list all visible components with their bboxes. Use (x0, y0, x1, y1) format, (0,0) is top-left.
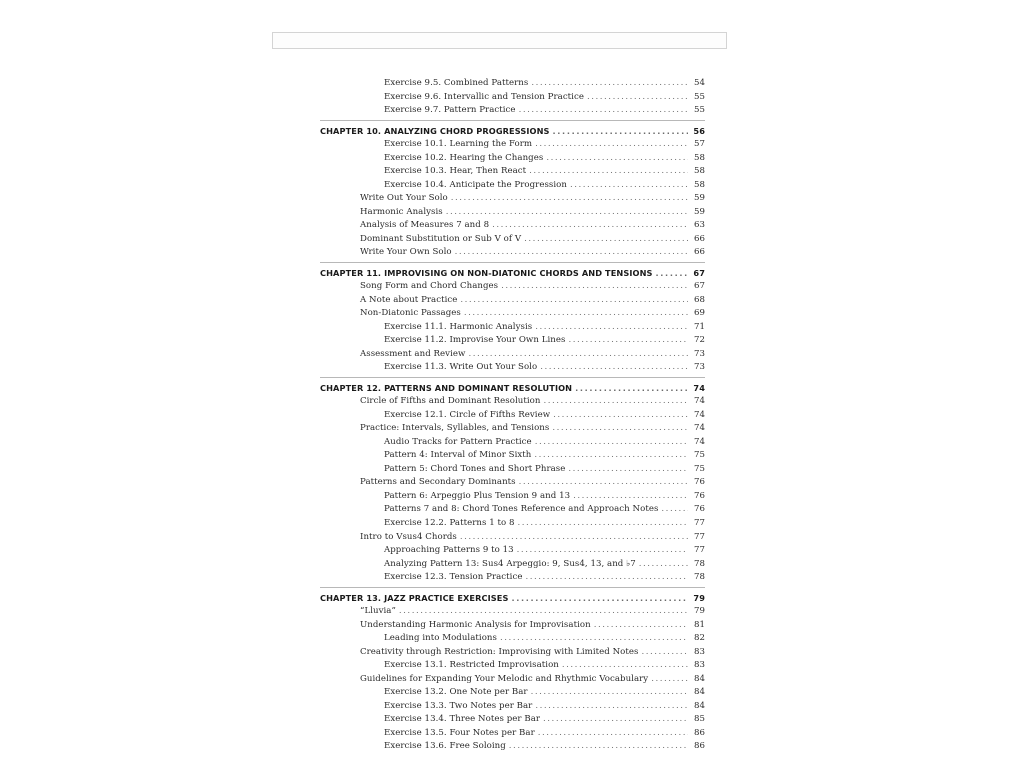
toc-page-number: 67 (693, 267, 705, 278)
dot-leader (546, 152, 688, 166)
dot-leader (531, 77, 688, 91)
dot-leader (511, 592, 688, 606)
toc-page-number: 58 (693, 152, 705, 163)
dot-leader (519, 476, 688, 490)
toc-page-number: 59 (693, 206, 705, 217)
dot-leader (535, 138, 688, 152)
toc-page-number: 66 (693, 233, 705, 244)
toc-page-number: 82 (693, 633, 705, 644)
dot-leader (455, 246, 688, 260)
toc-section-entry[interactable] (320, 307, 705, 321)
toc-entry-title: Exercise 9.6. Intervallic and Tension Practice (384, 91, 584, 102)
toc-page-number: 69 (693, 308, 705, 319)
toc-entry-title: Leading into Modulations (384, 633, 497, 644)
toc-section-entry[interactable] (320, 246, 705, 260)
toc-page-number: 77 (693, 531, 705, 542)
toc-entry-title: Exercise 13.6. Free Soloing (384, 741, 506, 752)
toc-entry-title: Analysis of Measures 7 and 8 (360, 220, 490, 231)
toc-entry-title: CHAPTER 11. IMPROVISING ON NON-DIATONIC CHORDS AND TENSIONS (320, 267, 653, 278)
toc-page-number: 76 (693, 504, 705, 515)
dot-leader (575, 382, 688, 396)
toc-subsection-entry[interactable] (320, 700, 705, 714)
toc-page-number: 58 (693, 166, 705, 177)
toc-entry-title: Patterns and Secondary Dominants (360, 477, 516, 488)
toc-section-entry[interactable] (320, 422, 705, 436)
chapter-divider (320, 377, 705, 378)
dot-leader (519, 104, 688, 118)
dot-leader (639, 558, 688, 572)
toc-chapter-heading[interactable] (320, 267, 705, 281)
toc-page-number: 84 (693, 700, 705, 711)
toc-section-entry[interactable] (320, 605, 705, 619)
toc-page-number: 81 (693, 619, 705, 630)
toc-entry-title: Dominant Substitution or Sub V of V (360, 233, 522, 244)
toc-section-entry[interactable] (320, 233, 705, 247)
toc-section-entry[interactable] (320, 219, 705, 233)
toc-entry-title: Exercise 12.3. Tension Practice (384, 572, 523, 583)
toc-section-entry[interactable] (320, 294, 705, 308)
toc-entry-title: Exercise 10.1. Learning the Form (384, 139, 533, 150)
dot-leader (642, 646, 689, 660)
dot-leader (553, 409, 688, 423)
toc-subsection-entry[interactable] (320, 77, 705, 91)
toc-page-number: 83 (693, 660, 705, 671)
toc-section-entry[interactable] (320, 646, 705, 660)
dot-leader (468, 348, 688, 362)
toc-subsection-entry[interactable] (320, 740, 705, 754)
dot-leader (500, 632, 688, 646)
toc-subsection-entry[interactable] (320, 334, 705, 348)
toc-page-number: 77 (693, 545, 705, 556)
toc-subsection-entry[interactable] (320, 727, 705, 741)
dot-leader (543, 713, 688, 727)
dot-leader (651, 673, 688, 687)
toc-page-number: 55 (693, 91, 705, 102)
toc-subsection-entry[interactable] (320, 503, 705, 517)
toc-entry-title: Pattern 5: Chord Tones and Short Phrase (384, 463, 566, 474)
toc-section-entry[interactable] (320, 206, 705, 220)
toc-page-number: 76 (693, 490, 705, 501)
toc-page-number: 79 (693, 592, 705, 603)
toc-entry-title: Patterns 7 and 8: Chord Tones Reference and Approach Notes (384, 504, 659, 515)
toc-page-number: 84 (693, 687, 705, 698)
toc-entry-title: Understanding Harmonic Analysis for Improvisation (360, 619, 591, 630)
dot-leader (529, 165, 688, 179)
toc-page-number: 78 (693, 572, 705, 583)
toc-entry-title: Exercise 13.4. Three Notes per Bar (384, 714, 541, 725)
toc-subsection-entry[interactable] (320, 686, 705, 700)
toc-entry-title: Assessment and Review (360, 348, 466, 359)
toc-page-number: 84 (693, 673, 705, 684)
dot-leader (661, 503, 688, 517)
toc-subsection-entry[interactable] (320, 152, 705, 166)
toc-page-number: 74 (693, 436, 705, 447)
chapter-divider (320, 262, 705, 263)
dot-leader (501, 280, 688, 294)
toc-entry-title: Audio Tracks for Pattern Practice (384, 436, 532, 447)
toc-subsection-entry[interactable] (320, 463, 705, 477)
dot-leader (492, 219, 688, 233)
toc-subsection-entry[interactable] (320, 179, 705, 193)
toc-page-number: 71 (693, 321, 705, 332)
toc-page-number: 78 (693, 558, 705, 569)
dot-leader (535, 436, 688, 450)
toc-page-number: 83 (693, 646, 705, 657)
toc-page-number: 63 (693, 220, 705, 231)
dot-leader (460, 294, 688, 308)
toc-entry-title: Exercise 9.5. Combined Patterns (384, 78, 529, 88)
toc-entry-title: Exercise 10.3. Hear, Then React (384, 166, 527, 177)
dot-leader (517, 544, 688, 558)
toc-page-number: 66 (693, 247, 705, 258)
dot-leader (562, 659, 688, 673)
toc-page-number: 59 (693, 193, 705, 204)
toc-entry-title: Exercise 11.2. Improvise Your Own Lines (384, 335, 566, 346)
toc-page-number: 68 (693, 294, 705, 305)
dot-leader (540, 361, 688, 375)
dot-leader (399, 605, 688, 619)
toc-entry-title: Exercise 12.2. Patterns 1 to 8 (384, 517, 515, 528)
toc-subsection-entry[interactable] (320, 544, 705, 558)
toc-entry-title: Pattern 4: Interval of Minor Sixth (384, 450, 532, 461)
toc-page-number: 77 (693, 517, 705, 528)
dot-leader (464, 307, 688, 321)
toc-entry-title: Exercise 13.2. One Note per Bar (384, 687, 528, 698)
toc-entry-title: Circle of Fifths and Dominant Resolution (360, 396, 541, 407)
toc-section-entry[interactable] (320, 619, 705, 633)
toc-subsection-entry[interactable] (320, 449, 705, 463)
toc-entry-title: “Lluvia” (360, 606, 396, 617)
toc-subsection-entry[interactable] (320, 104, 705, 118)
toc-entry-title: Exercise 11.3. Write Out Your Solo (384, 362, 538, 373)
toc-entry-title: Exercise 10.4. Anticipate the Progression (384, 179, 567, 190)
toc-entry-title: Creativity through Restriction: Improvising with Limited Notes (360, 646, 639, 657)
toc-page-number: 74 (693, 409, 705, 420)
toc-page-number: 86 (693, 741, 705, 752)
dot-leader (535, 700, 688, 714)
toc-page-number: 75 (693, 463, 705, 474)
dot-leader (451, 192, 688, 206)
toc-page-number: 74 (693, 382, 705, 393)
toc-subsection-entry[interactable] (320, 632, 705, 646)
dot-leader (552, 422, 688, 436)
toc-entry-title: Exercise 9.7. Pattern Practice (384, 105, 516, 116)
toc-entry-title: Exercise 13.5. Four Notes per Bar (384, 727, 535, 738)
table-of-contents (320, 77, 705, 754)
toc-subsection-entry[interactable] (320, 436, 705, 450)
dot-leader (553, 125, 688, 139)
toc-entry-title: CHAPTER 10. ANALYZING CHORD PROGRESSIONS (320, 125, 550, 136)
toc-page-number: 85 (693, 714, 705, 725)
toc-entry-title: Practice: Intervals, Syllables, and Tensions (360, 423, 550, 434)
dot-leader (534, 449, 688, 463)
dot-leader (446, 206, 688, 220)
toc-subsection-entry[interactable] (320, 571, 705, 585)
dot-leader (594, 619, 688, 633)
toc-entry-title: Harmonic Analysis (360, 206, 443, 217)
toc-page-number: 75 (693, 450, 705, 461)
toc-entry-title: A Note about Practice (360, 294, 458, 305)
toc-entry-title: Write Your Own Solo (360, 247, 452, 258)
toc-page-number: 86 (693, 727, 705, 738)
dot-leader (568, 334, 688, 348)
toc-page-number: 73 (693, 362, 705, 373)
toc-page-number: 58 (693, 179, 705, 190)
toc-subsection-entry[interactable] (320, 558, 705, 572)
toc-page-number: 73 (693, 348, 705, 359)
toc-entry-title: Pattern 6: Arpeggio Plus Tension 9 and 13 (384, 490, 571, 501)
dot-leader (525, 571, 688, 585)
toc-chapter-heading[interactable] (320, 592, 705, 606)
toc-entry-title: Exercise 12.1. Circle of Fifths Review (384, 409, 551, 420)
toc-page-number: 74 (693, 396, 705, 407)
toc-entry-title: Write Out Your Solo (360, 193, 448, 204)
dot-leader (543, 395, 688, 409)
toc-entry-title: Intro to Vsus4 Chords (360, 531, 457, 542)
toc-subsection-entry[interactable] (320, 138, 705, 152)
toc-page-number: 76 (693, 477, 705, 488)
dot-leader (587, 91, 688, 105)
toc-page-number: 56 (693, 125, 705, 136)
dot-leader (524, 233, 688, 247)
toc-section-entry[interactable] (320, 476, 705, 490)
toc-subsection-entry[interactable] (320, 490, 705, 504)
toc-entry-title: Song Form and Chord Changes (360, 281, 499, 292)
toc-page-number: 55 (693, 105, 705, 116)
dot-leader (570, 179, 688, 193)
dot-leader (568, 463, 688, 477)
dot-leader (460, 531, 688, 545)
dot-leader (531, 686, 688, 700)
toc-section-entry[interactable] (320, 395, 705, 409)
toc-entry-title: Exercise 13.1. Restricted Improvisation (384, 660, 559, 671)
toc-subsection-entry[interactable] (320, 165, 705, 179)
toc-section-entry[interactable] (320, 531, 705, 545)
toc-chapter-heading[interactable] (320, 125, 705, 139)
toc-subsection-entry[interactable] (320, 713, 705, 727)
top-search-bar (272, 32, 727, 49)
toc-page-number: 54 (693, 78, 705, 88)
toc-entry-title: Exercise 10.2. Hearing the Changes (384, 152, 544, 163)
toc-subsection-entry[interactable] (320, 517, 705, 531)
toc-subsection-entry[interactable] (320, 361, 705, 375)
toc-section-entry[interactable] (320, 280, 705, 294)
toc-entry-title: CHAPTER 13. JAZZ PRACTICE EXERCISES (320, 592, 509, 603)
toc-page-number: 79 (693, 606, 705, 617)
toc-section-entry[interactable] (320, 348, 705, 362)
toc-entry-title: Analyzing Pattern 13: Sus4 Arpeggio: 9, Sus4, 13, and ♭7 (384, 558, 636, 569)
toc-page-number: 57 (693, 139, 705, 150)
dot-leader (509, 740, 688, 754)
dot-leader (518, 517, 688, 531)
toc-section-entry[interactable] (320, 192, 705, 206)
toc-entry-title: CHAPTER 12. PATTERNS AND DOMINANT RESOLUTION (320, 382, 573, 393)
toc-page-number: 67 (693, 281, 705, 292)
toc-entry-title: Approaching Patterns 9 to 13 (384, 545, 514, 556)
toc-page-number: 72 (693, 335, 705, 346)
toc-subsection-entry[interactable] (320, 659, 705, 673)
dot-leader (535, 321, 688, 335)
toc-subsection-entry[interactable] (320, 91, 705, 105)
toc-entry-title: Exercise 11.1. Harmonic Analysis (384, 321, 533, 332)
toc-section-entry[interactable] (320, 673, 705, 687)
dot-leader (573, 490, 688, 504)
toc-entry-title: Exercise 13.3. Two Notes per Bar (384, 700, 533, 711)
dot-leader (538, 727, 688, 741)
toc-chapter-heading[interactable] (320, 382, 705, 396)
chapter-divider (320, 120, 705, 121)
toc-entry-title: Non-Diatonic Passages (360, 308, 461, 319)
toc-subsection-entry[interactable] (320, 409, 705, 423)
dot-leader (656, 267, 688, 281)
toc-subsection-entry[interactable] (320, 321, 705, 335)
chapter-divider (320, 587, 705, 588)
toc-entry-title: Guidelines for Expanding Your Melodic and Rhythmic Vocabulary (360, 673, 649, 684)
toc-page-number: 74 (693, 423, 705, 434)
